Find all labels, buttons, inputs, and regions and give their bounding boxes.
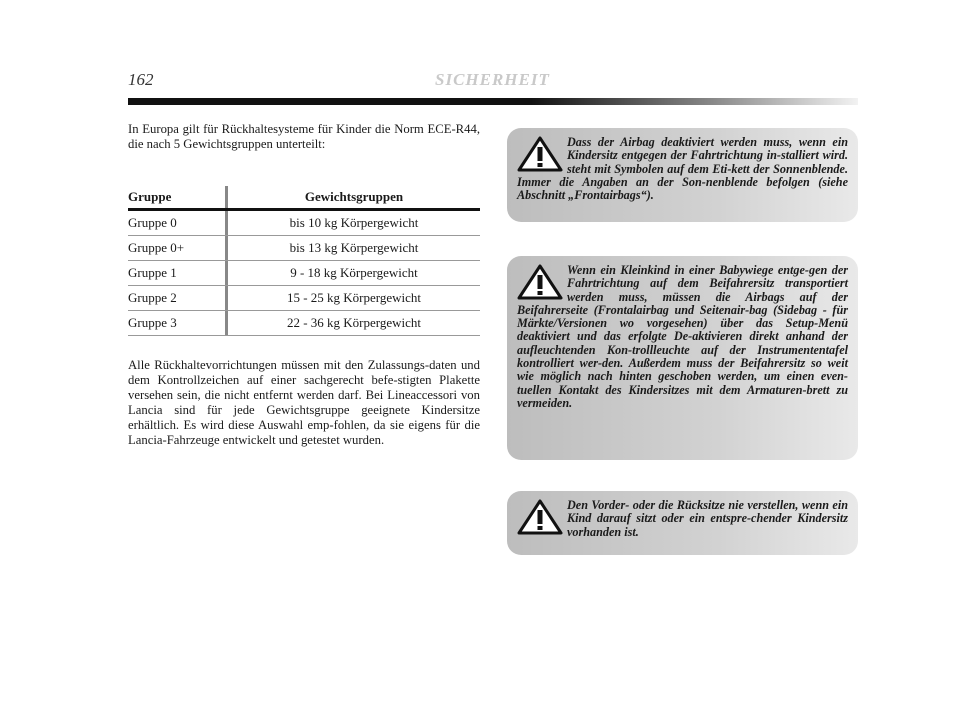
intro-paragraph: In Europa gilt für Rückhaltesysteme für Kinder die Norm ECE-R44, die nach 5 Gewichtsgruppen unterteilt:: [128, 122, 480, 151]
body-block: [128, 358, 480, 448]
table-row: [128, 311, 480, 336]
warning-box: [507, 491, 858, 555]
table-row: [128, 236, 480, 261]
page-number: 162: [128, 70, 154, 89]
group-cell: Gruppe 3: [128, 315, 177, 330]
weight-cell: bis 13 kg Körpergewicht: [289, 240, 419, 255]
warning-box: [507, 128, 858, 222]
group-cell: Gruppe 0+: [128, 240, 185, 255]
warning-text: Den Vorder- oder die Rücksitze nie verstellen, wenn ein Kind darauf sitzt oder ein entspre-chender Kindersitz vorhanden ist.: [567, 498, 848, 539]
section-title: SICHERHEIT: [435, 70, 550, 89]
table-row: [128, 261, 480, 286]
weight-cell: 15 - 25 kg Körpergewicht: [286, 290, 422, 305]
warning-triangle-icon: [517, 264, 563, 300]
column-header-gruppe: Gruppe: [128, 189, 172, 204]
weight-group-table: [128, 186, 480, 336]
column-header-gewichtsgruppen: Gewichtsgruppen: [304, 189, 404, 204]
weight-cell: 9 - 18 kg Körpergewicht: [290, 265, 418, 280]
warning-triangle-icon: [517, 136, 563, 172]
weight-cell: 22 - 36 kg Körpergewicht: [286, 315, 422, 330]
group-cell: Gruppe 0: [128, 215, 177, 230]
body-paragraph: Alle Rückhaltevorrichtungen müssen mit den Zulassungs-daten und dem Kontrollzeichen auf einer sachgerecht befe-stigten Plakette versehen sein, die nicht entfernt werden darf. Bei Lineaccessori von Lancia sind für jede Gewichtsgruppe geeignete Kindersitze erhältlich. Es wird diese Auswahl emp-fohlen, da sie eigens für die Lancia-Fahrzeuge entwickelt und getestet wurden.: [128, 358, 480, 447]
group-cell: Gruppe 2: [128, 290, 177, 305]
weight-cell: bis 10 kg Körpergewicht: [289, 215, 419, 230]
table-row: [128, 211, 480, 236]
header-rule: [128, 98, 858, 105]
warning-text: Wenn ein Kleinkind in einer Babywiege entge-gen der Fahrtrichtung auf dem Beifahrersitz transportiert werden muss, müssen die Airbags auf der Beifahrerseite (Frontalairbag und Seitenair-bag (Sidebag - für Märkte/Versionen wo vorgesehen) über das Setup-Menü deaktiviert und das erfolgte De-aktivieren direkt anhand der aufleuchtenden Kon-trollleuchte auf der Instrumententafel kontrolliert wer-den. Außerdem muss der Beifahrersitz so weit wie möglich nach hinten geschoben werden, um einen even-tuellen Kontakt des Kindersitzes mit dem Armaturen-brett zu vermeiden.: [517, 263, 848, 410]
warning-box: [507, 256, 858, 460]
table-header-row: [128, 186, 480, 211]
group-cell: Gruppe 1: [128, 265, 177, 280]
warning-text: Dass der Airbag deaktiviert werden muss, wenn ein Kindersitz entgegen der Fahrtrichtung in-stalliert wird. steht mit Symbolen auf dem Eti-kett der Sonnenblende. Immer die Angaben an der Son-nenblende befolgen (siehe Abschnitt „Frontairbags“).: [517, 135, 848, 203]
table-row: [128, 286, 480, 311]
intro-block: [128, 122, 480, 152]
warning-triangle-icon: [517, 499, 563, 535]
